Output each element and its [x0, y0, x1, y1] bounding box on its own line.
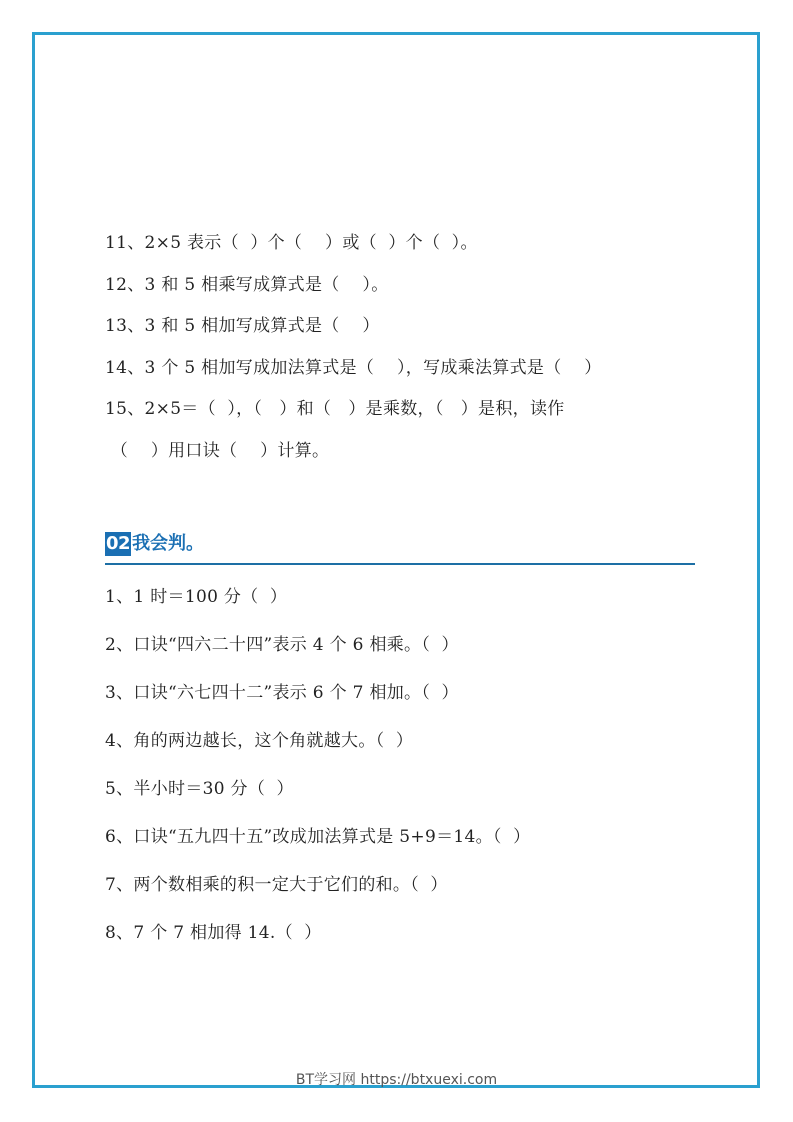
footer-watermark: BT学习网 https://btxuexi.com — [295, 1072, 498, 1088]
section-title: 我会判。 — [132, 533, 205, 554]
judge-question-3: 3、口诀“六七四十二”表示 6 个 7 相加。（ ） — [105, 683, 459, 703]
judge-question-5: 5、半小时＝30 分（ ） — [105, 779, 294, 799]
question-13: 13、3 和 5 相加写成算式是（ ） — [105, 316, 380, 336]
section-header — [105, 531, 204, 557]
section-divider — [105, 563, 695, 565]
judge-question-7: 7、两个数相乘的积一定大于它们的和。（ ） — [105, 875, 448, 895]
judge-question-8: 8、7 个 7 相加得 14.（ ） — [105, 923, 322, 943]
question-15-continued: （ ）用口诀（ ）计算。 — [105, 441, 330, 461]
question-14: 14、3 个 5 相加写成加法算式是（ ），写成乘法算式是（ ） — [105, 358, 602, 378]
judge-question-6: 6、口诀“五九四十五”改成加法算式是 5+9＝14。（ ） — [105, 827, 531, 847]
question-15: 15、2×5＝（ ），（ ）和（ ）是乘数，（ ）是积，读作 — [105, 399, 565, 419]
judge-question-1: 1、1 时＝100 分（ ） — [105, 587, 288, 607]
judge-question-2: 2、口诀“四六二十四”表示 4 个 6 相乘。（ ） — [105, 635, 459, 655]
question-11: 11、2×5 表示（ ）个（ ）或（ ）个（ ）。 — [105, 233, 478, 253]
judge-question-4: 4、角的两边越长，这个角就越大。（ ） — [105, 731, 414, 751]
section-number-badge: 02 — [106, 533, 131, 554]
question-12: 12、3 和 5 相乘写成算式是（ ）。 — [105, 275, 389, 295]
